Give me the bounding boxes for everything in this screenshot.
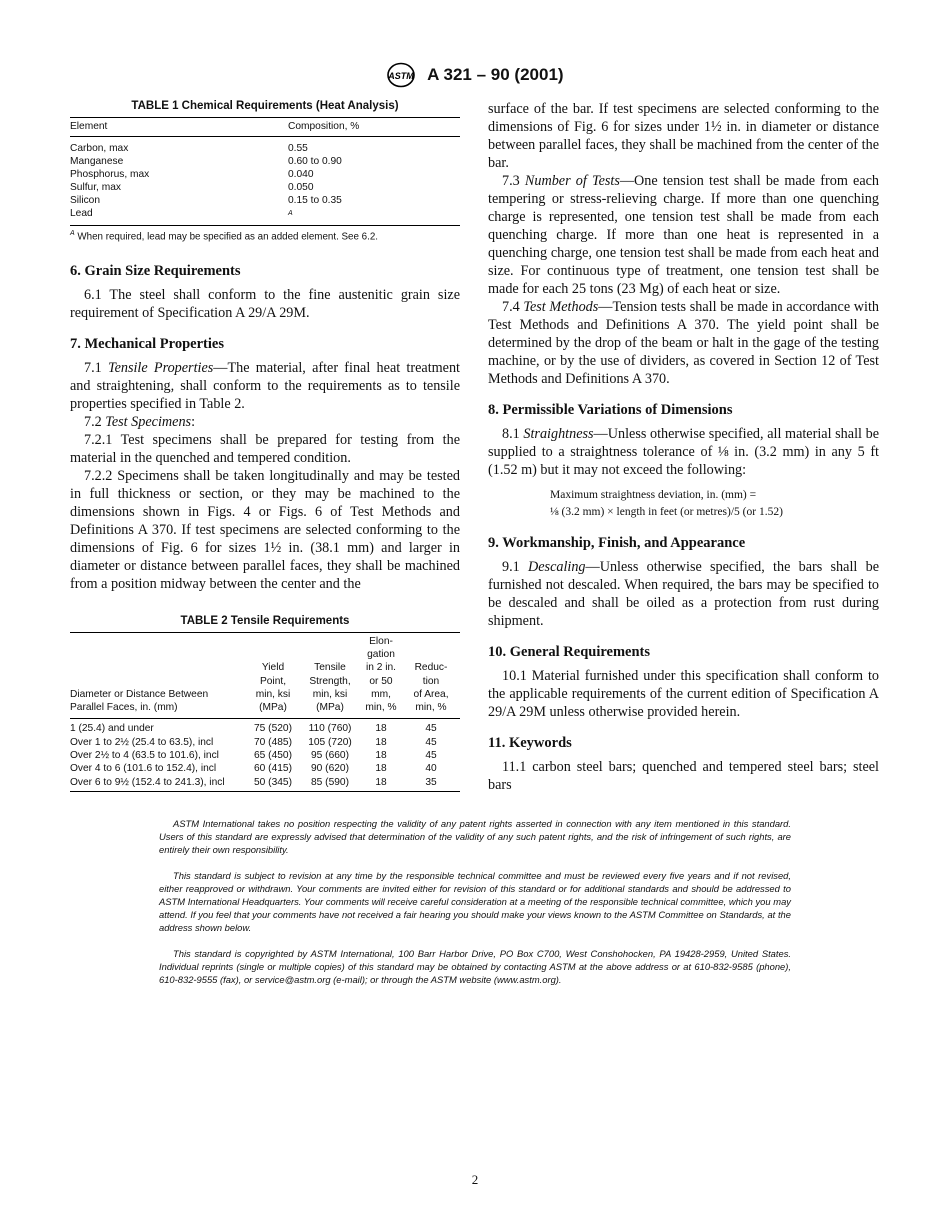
table-row (70, 736, 460, 749)
notice-paragraph: This standard is copyrighted by ASTM International, 100 Barr Harbor Drive, PO Box C700, West Conshohocken, PA 19428-2959, United States. Individual reprints (single or multiple copies) of this standard may be obtained by contacting ASTM at the above address or at 610-832-9585 (phone), 610-832-9555 (fax), or service@astm.org (e-mail); or through the ASTM website (www.astm.org). (159, 948, 791, 985)
section-heading: 11. Keywords (488, 735, 572, 751)
table-cell: 75 (520) (254, 723, 292, 735)
table2-header (402, 632, 460, 719)
table-row (70, 137, 460, 156)
table-cell: Over 6 to 9½ (152.4 to 241.3), incl (70, 776, 246, 792)
table-cell: 18 (360, 776, 402, 792)
table-cell: 45 (425, 736, 437, 748)
table-cell: Phosphorus, max (70, 169, 150, 180)
table-cell: 18 (375, 736, 387, 748)
section-heading: 8. Permissible Variations of Dimensions (488, 402, 733, 418)
para-text: —One tension test shall be made from each tempering or stress-relieving charge. If more than one quenching charge is represented, one tension test shall be made from each quenching charge. If more than one heat is represented in a quenching charge, one tension test shall be made from each heat and size. For continuous type of treatment, one tension test shall be made for each 25 tons (23 Mg) of each heat or size. (488, 173, 880, 297)
table-cell: Over 1 to 2½ (25.4 to 63.5), incl (70, 736, 214, 748)
table-cell: 1 (25.4) and under (70, 723, 154, 735)
table2-header (70, 632, 246, 719)
table-cell: 50 (345) (246, 776, 300, 792)
table2-header (246, 632, 300, 719)
table-cell: 45 (425, 750, 437, 762)
header-text: Diameter or Distance Between Parallel Faces, in. (mm) (70, 688, 209, 714)
formula-line: Maximum straightness deviation, in. (mm) = (550, 489, 757, 501)
para-text: : (191, 413, 196, 430)
table-row (70, 776, 460, 792)
paragraph (70, 359, 460, 413)
table-cell: 110 (760) (308, 723, 352, 735)
footnote-mark: A (288, 210, 293, 217)
paragraph: 7.2.1 Test specimens shall be prepared for testing from the material in the quenched and tempered condition. (70, 431, 460, 466)
table-cell: Manganese (70, 156, 124, 167)
table-cell: 0.60 to 0.90 (288, 156, 342, 167)
table-cell: 105 (720) (308, 736, 352, 748)
chemical-requirements-table (70, 117, 460, 226)
paragraph (488, 558, 879, 630)
header-text: Reduc- tion of Area, min, % (413, 662, 449, 714)
para-text: —Tension tests shall be made in accordance with Test Methods and Definitions A 370. The yield point shall be determined by the drop of the beam or halt in the gage of the testing machine, or by the use of dividers, as covered in Section 12 of Test Methods and Definitions A 370. (488, 299, 879, 387)
legal-notices (159, 817, 791, 999)
table-cell: 0.050 (288, 182, 314, 193)
para-number: 7.4 (502, 299, 524, 315)
table-cell: Over 2½ to 4 (63.5 to 101.6), incl (70, 750, 219, 762)
table-cell: 18 (375, 763, 387, 775)
table-cell: 0.040 (288, 169, 314, 180)
table1-footnote (70, 230, 460, 242)
paragraph (488, 298, 879, 388)
table-cell: 95 (660) (311, 750, 349, 762)
tensile-requirements-table (70, 632, 460, 792)
table-cell: 60 (415) (254, 763, 292, 775)
table-row (70, 155, 460, 168)
table-cell: Silicon (70, 195, 101, 206)
para-subject: Test Specimens (105, 413, 192, 430)
table-cell: Over 4 to 6 (101.6 to 152.4), incl (70, 763, 217, 775)
para-subject: Number of Tests (524, 173, 620, 189)
table-row (70, 749, 460, 762)
table-cell: 40 (425, 763, 437, 775)
para-number: 9.1 (502, 559, 528, 575)
svg-text:ASTM: ASTM (388, 71, 415, 81)
para-number: 7.1 (84, 359, 108, 376)
paragraph-continued: surface of the bar. If test specimens are selected conforming to the dimensions of Fig. 6 for sizes under 1½ in. in diameter or distance between parallel faces, they shall be machined from the center of the bar. (488, 101, 879, 171)
table-cell: 0.15 to 0.35 (288, 195, 342, 206)
para-number: 7.3 (502, 173, 525, 189)
section-heading: 7. Mechanical Properties (70, 335, 224, 352)
table-row (70, 719, 460, 736)
header-text: Elon- gation in 2 in. or 50 mm, min, % (365, 635, 397, 714)
section-heading: 9. Workmanship, Finish, and Appearance (488, 535, 746, 551)
document-designation: A 321 – 90 (2001) (427, 65, 564, 84)
table-row (70, 762, 460, 775)
header-text: Tensile Strength, min, ksi (MPa) (309, 662, 351, 714)
para-text: —Unless otherwise specified, all material shall be supplied to a straightness tolerance of ⅛ in. (3.2 mm) in any 5 ft (1.52 m) but it may not exceed the following: (488, 426, 879, 478)
table1-header-element: Element (70, 118, 288, 137)
footnote-mark: A (70, 230, 75, 238)
paragraph (488, 172, 879, 298)
table-row (70, 194, 460, 207)
para-subject: Tensile Properties (107, 359, 214, 376)
para-subject: Test Methods (523, 299, 599, 315)
para-subject: Straightness (523, 426, 594, 442)
table-cell: Sulfur, max (70, 182, 121, 193)
table-cell: 90 (620) (311, 763, 349, 775)
para-number: 8.1 (502, 426, 524, 442)
right-column (488, 100, 879, 794)
table-cell: 35 (402, 776, 460, 792)
table1-title: TABLE 1 Chemical Requirements (Heat Analysis) (131, 100, 399, 112)
page-header (0, 62, 950, 88)
section-heading: 10. General Requirements (488, 644, 651, 660)
table-cell: 18 (375, 750, 387, 762)
paragraph: 7.2.2 Specimens shall be taken longitudinally and may be tested in full thickness or section, or they may be machined to the dimensions shown in Figs. 4 or Figs. 6 of Test Methods and Definitions A 370. If test specimens are selected conforming to the dimensions of Fig. 6 for sizes 1½ in. (38.1 mm) and larger in diameter or distance between parallel faces, they shall be machined from a position midway between the center and the (70, 467, 460, 592)
table-cell (288, 207, 460, 226)
para-text: —Unless otherwise specified, the bars shall be furnished not descaled. When required, the bars may be specified to be descaled and shall be oiled as a protection from rust during shipment. (488, 559, 879, 629)
straightness-formula (550, 487, 879, 521)
paragraph: 10.1 Material furnished under this specification shall conform to the applicable requirements of the current edition of Specification A 29/A 29M unless otherwise provided herein. (488, 668, 879, 720)
paragraph (488, 425, 879, 479)
header-text: Yield Point, min, ksi (MPa) (255, 662, 291, 714)
para-number: 7.2 (84, 413, 106, 430)
table1-header-composition: Composition, % (288, 118, 460, 137)
table2-header (360, 632, 402, 719)
table-row (70, 181, 460, 194)
paragraph: 11.1 carbon steel bars; quenched and tempered steel bars; steel bars (488, 759, 879, 793)
astm-logo-icon (386, 62, 416, 88)
section-heading: 6. Grain Size Requirements (70, 262, 241, 279)
footnote-text: When required, lead may be specified as an added element. See 6.2. (74, 231, 379, 243)
table-cell: 18 (375, 723, 387, 735)
para-subject: Descaling (528, 559, 586, 575)
para-text: —The material, after final heat treatment and straightening, shall conform to the requirements as to tensile properties specified in Table 2. (70, 359, 460, 412)
page-number: 2 (471, 1172, 479, 1187)
table2-header (300, 632, 360, 719)
formula-line: ⅛ (3.2 mm) × length in feet (or metres)/5 (or 1.52) (550, 506, 783, 518)
paragraph: 6.1 The steel shall conform to the fine austenitic grain size requirement of Specification A 29/A 29M. (70, 286, 460, 321)
paragraph (70, 413, 460, 431)
table-cell: 85 (590) (300, 776, 360, 792)
table-cell: 45 (425, 723, 437, 735)
table-cell: 0.55 (288, 143, 308, 154)
table-cell: 65 (450) (254, 750, 292, 762)
table-row (70, 168, 460, 181)
notice-paragraph: This standard is subject to revision at any time by the responsible technical committee and must be reviewed every five years and if not revised, either reapproved or withdrawn. Your comments are invited either for revision of this standard or for additional standards and should be addressed to ASTM International Headquarters. Your comments will receive careful consideration at a meeting of the responsible technical committee, which you may attend. If you feel that your comments have not received a fair hearing you should make your views known to the ASTM Committee on Standards, at the address shown below. (159, 870, 791, 933)
table-cell: Lead (70, 207, 288, 226)
table-row (70, 207, 460, 226)
table-cell: 70 (485) (254, 736, 292, 748)
table-cell: Carbon, max (70, 143, 129, 154)
table2-title: TABLE 2 Tensile Requirements (180, 614, 350, 627)
notice-paragraph: ASTM International takes no position respecting the validity of any patent rights asserted in connection with any item mentioned in this standard. Users of this standard are expressly advised that determination of the validity of any such patent rights, and the risk of infringement of such rights, are entirely their own responsibility. (159, 818, 791, 855)
left-column (70, 100, 460, 792)
